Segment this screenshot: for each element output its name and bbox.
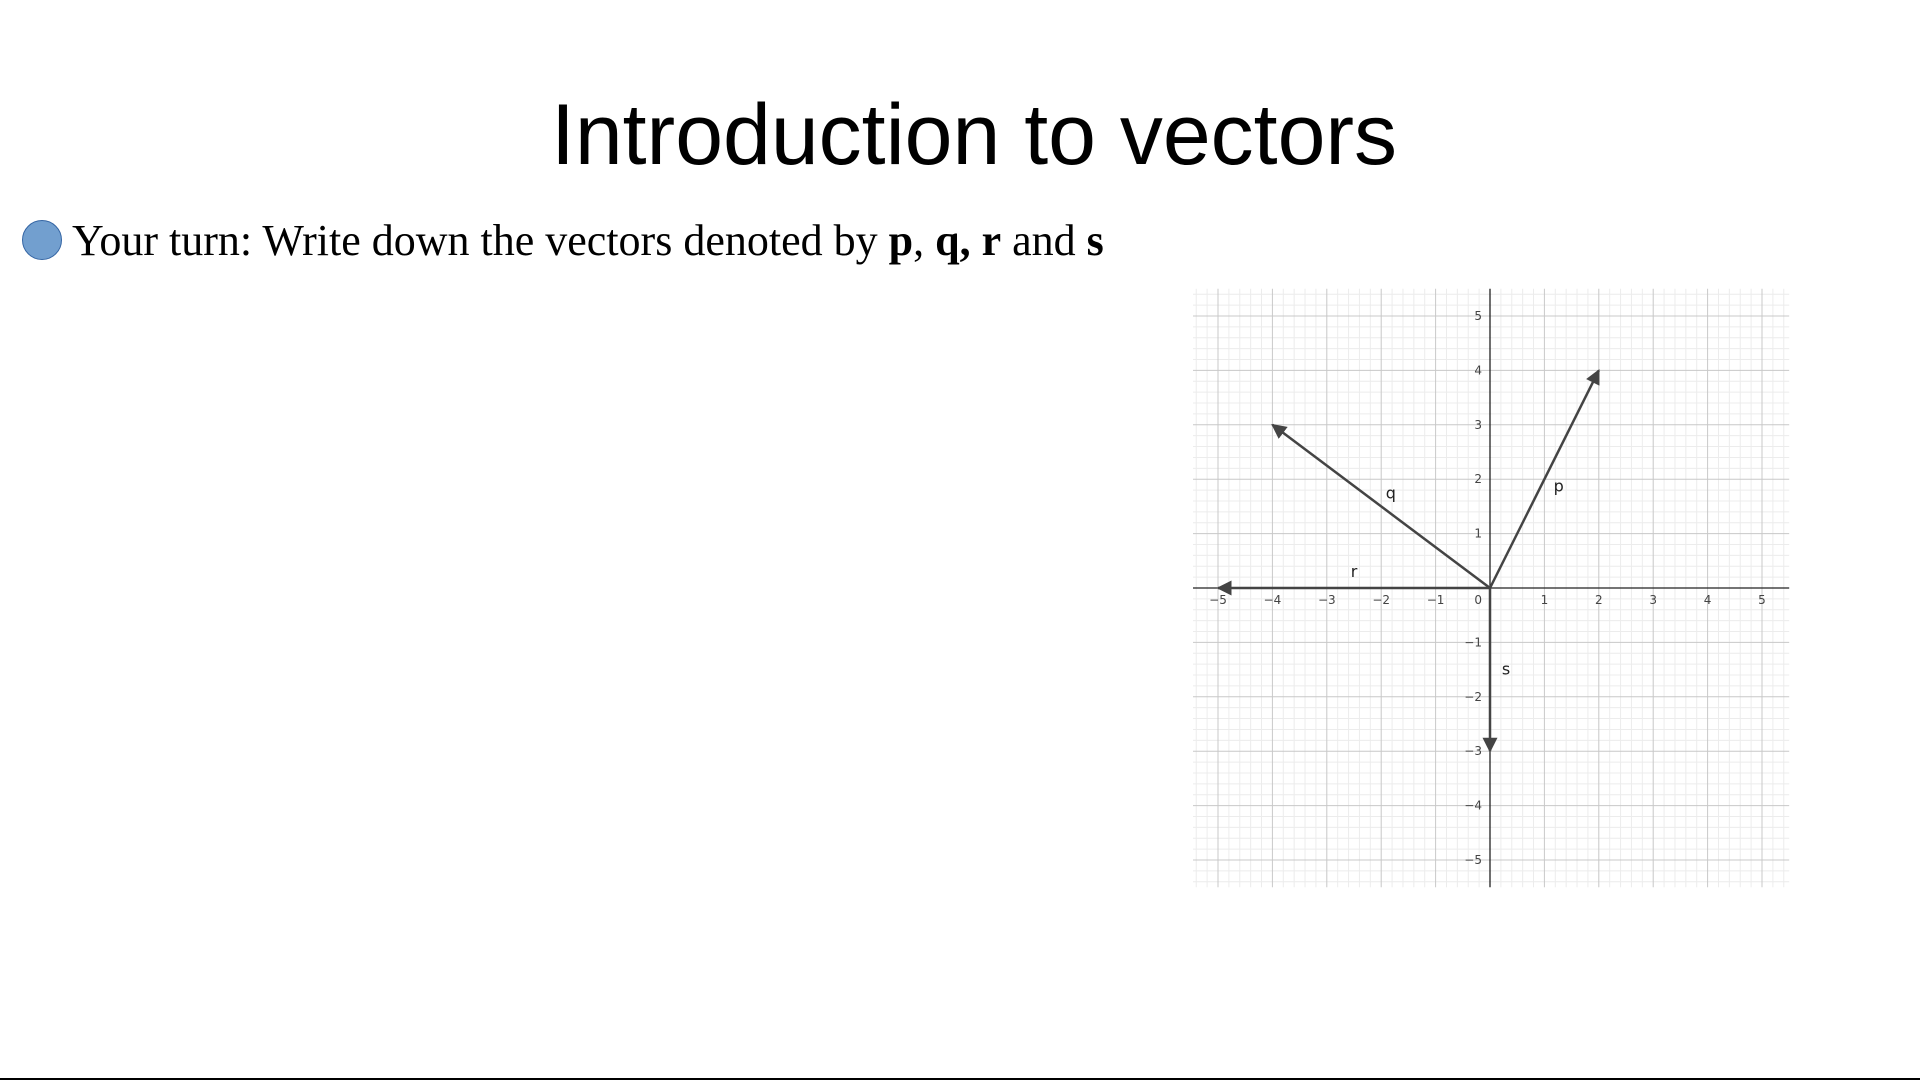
vector-r-label: r <box>1350 562 1358 581</box>
instruction-prefix: Your turn: Write down the vectors denoted by <box>72 215 889 265</box>
x-tick-label: 2 <box>1594 593 1603 607</box>
separator: , <box>913 215 936 265</box>
y-tick-label: 3 <box>1474 417 1482 432</box>
x-tick-label: 3 <box>1649 593 1658 607</box>
x-tick-label: 5 <box>1758 593 1766 607</box>
y-tick-label: −5 <box>1464 853 1482 867</box>
y-tick-label: −2 <box>1464 689 1482 704</box>
vector-q-label: q <box>1385 483 1396 503</box>
vector-s-label: s <box>1501 659 1511 679</box>
y-tick-label: −4 <box>1464 798 1482 813</box>
vectors <box>1218 370 1599 751</box>
y-tick-label: 2 <box>1474 472 1482 487</box>
vector-p-label: p <box>888 215 914 265</box>
y-tick-label: 4 <box>1474 363 1482 378</box>
slide-title: Introduction to vectors <box>550 87 1398 183</box>
y-tick-label: 5 <box>1474 309 1482 323</box>
vector-p-label: p <box>1553 476 1564 496</box>
x-tick-label: −4 <box>1263 593 1282 607</box>
origin-label: 0 <box>1474 593 1482 607</box>
vector-graph <box>1193 286 1795 890</box>
y-tick-label: −1 <box>1464 635 1482 650</box>
x-tick-label: 4 <box>1703 593 1712 607</box>
separator: , <box>959 215 982 265</box>
y-tick-label: 1 <box>1474 526 1482 541</box>
vector-q-label: q <box>935 215 960 265</box>
x-tick-label: −1 <box>1426 593 1445 607</box>
x-tick-label: −3 <box>1317 593 1336 607</box>
x-tick-label: −2 <box>1372 593 1391 607</box>
vector-r-label: r <box>981 215 1002 265</box>
bullet-icon <box>22 220 62 260</box>
x-tick-label: −5 <box>1209 593 1227 607</box>
conjunction: and <box>1001 215 1087 265</box>
instruction-text <box>72 215 1104 266</box>
x-tick-label: 1 <box>1540 593 1549 607</box>
vector-s-label: s <box>1086 215 1104 265</box>
y-tick-label: −3 <box>1464 744 1482 759</box>
instruction-bullet <box>22 210 1104 270</box>
